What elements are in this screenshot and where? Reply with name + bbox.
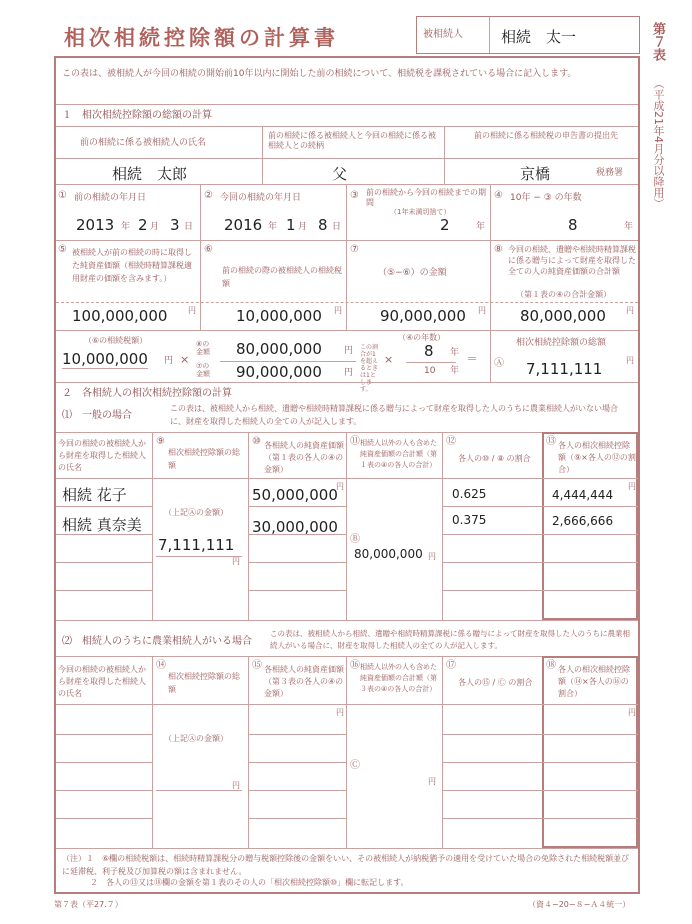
t2-each-yen: 円 — [628, 708, 636, 717]
g1-note: この表は、被相続人から相続、遺贈や相続時精算課税に係る贈与によって財産を取得した人のうちに農業相続人がいない場合に、財産を取得した相続人の全ての人が記入します。 — [170, 404, 618, 426]
form-period: （平成21年4月分以降用） — [652, 78, 665, 209]
v5-value[interactable]: 100,000,000 — [72, 307, 168, 325]
c2-day-unit: 日 — [332, 222, 342, 232]
t2-sum-mark: Ⓒ — [350, 760, 360, 771]
c1-num: ① — [58, 190, 67, 201]
c2-year[interactable]: 2016 — [224, 216, 263, 234]
calc-v6[interactable]: 10,000,000 — [62, 350, 148, 368]
calc-frac-num-unit: 年 — [450, 348, 460, 358]
v8-yen: 円 — [626, 306, 634, 315]
calc-num-label: ⑧の 金額 — [196, 340, 210, 356]
t2-h-ratio-num: ⑰ — [446, 660, 456, 671]
calc-frac-den: 10 — [424, 366, 436, 376]
t1-total-yen: 円 — [232, 557, 240, 566]
g2-note: この表は、被相続人から相続、遺贈や相続時精算課税に係る贈与によって財産を取得した人のうちに農業相続人がいる場合に、財産を取得した相続人の全ての人が記入します。 — [270, 629, 630, 650]
t2-h-each-num: ⑱ — [546, 660, 556, 671]
c4-unit: 年 — [624, 222, 634, 232]
t1-row1-ratio[interactable]: 0.625 — [452, 487, 487, 501]
t2-sum-yen: 円 — [428, 777, 436, 786]
t1-each-yen: 円 — [628, 482, 636, 491]
t2-h-asset-num: ⑮ — [252, 660, 262, 671]
calc-v6-label: （⑥の相続税額） — [84, 336, 148, 345]
t1-row1-name[interactable]: 相続 花子 — [62, 486, 127, 504]
note-1: （注）１ ⑥欄の相続税額は、相続時精算課税分の贈与税額控除後の金額をいい、その被相続人が納税猶予の適用を受けていた場合の免除された相続税額並びに延滞税、利子税及び加算税の額は含まれません。 — [62, 854, 630, 876]
c3-value[interactable]: 2 — [440, 216, 450, 234]
v8-value[interactable]: 80,000,000 — [520, 307, 606, 325]
form-number: 第７表 — [650, 22, 665, 61]
c7-label: （⑤−⑥）の金額 — [378, 268, 447, 278]
t2-h-total-num: ⑭ — [156, 660, 166, 671]
t1-h-each: 各人の相次相続控除額（⑨×各人の⑫の割合） — [558, 441, 636, 474]
t2-h-name: 今回の相続の被相続人から財産を取得した相続人の氏名 — [58, 665, 146, 698]
calc-times2: × — [384, 353, 394, 366]
t1-total-value[interactable]: 7,111,111 — [158, 536, 235, 554]
t1-h-name: 今回の相続の被相続人から財産を取得した相続人の氏名 — [58, 439, 146, 472]
t1-sum-value[interactable]: 80,000,000 — [354, 547, 423, 561]
calc-equals: ＝ — [466, 352, 479, 366]
g1-label: ⑴ 一般の場合 — [62, 410, 132, 421]
t1-asset-yen: 円 — [336, 482, 344, 491]
t1-h-asset-num: ⑩ — [252, 436, 261, 447]
c3-note: （1年未満切捨て） — [390, 208, 451, 216]
c5-label: 被相続人が前の相続の時に取得した純資産価額（相続時精算課税適用財産の価額を含みます。） — [72, 248, 192, 283]
c3-label: 前の相続から今回の相続までの期間 — [366, 188, 486, 207]
t2-total-yen: 円 — [232, 781, 240, 790]
section2-title: ２ 各相続人の相次相続控除額の計算 — [62, 388, 232, 399]
t1-row1-asset[interactable]: 50,000,000 — [252, 486, 338, 504]
t1-row2-asset[interactable]: 30,000,000 — [252, 518, 338, 536]
c2-year-unit: 年 — [268, 222, 278, 232]
calc-yen3: 円 — [344, 368, 354, 378]
office-value[interactable]: 京橋 — [520, 165, 551, 183]
c2-label: 今回の相続の年月日 — [220, 193, 302, 203]
v5-yen: 円 — [188, 306, 196, 315]
office-suffix: 税務署 — [596, 168, 624, 178]
t1-h-asset: 各相続人の純資産価額（第１表の各人の④の金額） — [264, 441, 344, 474]
t1-row2-each[interactable]: 2,666,666 — [552, 514, 614, 528]
t2-asset-yen: 円 — [336, 708, 344, 717]
intro-text: この表は、被相続人が今回の相続の開始前10年以内に開始した前の相続について、相続税を課税されている場合に記入します。 — [62, 69, 577, 79]
c1-day-unit: 日 — [184, 222, 194, 232]
a-value[interactable]: 7,111,111 — [526, 360, 603, 378]
calc-times1: × — [180, 353, 190, 366]
c4-num: ④ — [494, 190, 503, 201]
c6-label: 前の相続の際の被相続人の相続税額 — [222, 266, 342, 288]
g2-label: ⑵ 相続人のうちに農業相続人がいる場合 — [62, 636, 252, 647]
calc-bracket-note: この割合が1を超えるときは1と す。 — [360, 344, 379, 393]
calc-yen2: 円 — [344, 346, 354, 356]
a-label: 相次相続控除額の総額 — [516, 338, 607, 348]
calc-den[interactable]: 90,000,000 — [236, 363, 322, 381]
t2-h-sum-num: ⑯ — [350, 660, 360, 671]
v6-yen: 円 — [334, 306, 342, 315]
t2-h-each: 各人の相次相続控除額（⑭×各人の⑯の割合） — [558, 665, 630, 698]
a-mark: Ⓐ — [494, 358, 504, 369]
t2-h-asset: 各相続人の純資産価額（第３表の各人の④の金額） — [264, 665, 344, 698]
c8-note: （第１表の④の合計金額） — [516, 290, 612, 299]
c2-num: ② — [204, 190, 213, 201]
relation-header: 前の相続に係る被相続人と今回の相続に係る被相続人との続柄 — [268, 131, 436, 150]
c5-num: ⑤ — [58, 244, 67, 255]
t1-row1-each[interactable]: 4,444,444 — [552, 488, 614, 502]
c1-year-unit: 年 — [121, 222, 131, 232]
c4-label: 10年 − ③ の年数 — [510, 193, 582, 203]
t2-total-note: （上記Ⓐの金額） — [164, 734, 228, 743]
v7-yen: 円 — [478, 306, 486, 315]
t1-sum-mark: Ⓑ — [350, 534, 360, 545]
c8-num: ⑧ — [494, 244, 503, 255]
c1-month-unit: 月 — [150, 222, 160, 232]
c2-day[interactable]: 8 — [318, 216, 328, 234]
deceased-label: 被相続人 — [423, 29, 463, 40]
t1-h-ratio-num: ⑫ — [446, 436, 456, 447]
c7-num: ⑦ — [350, 244, 359, 255]
calc-num[interactable]: 80,000,000 — [236, 340, 322, 358]
c1-day[interactable]: 3 — [170, 216, 180, 234]
t2-h-sum: 相続人以外の人も含めた純資産価額の合計額（第３表の④の各人の合計） — [360, 663, 437, 693]
footer-left: 第７表（平27.７） — [54, 900, 123, 909]
c6-num: ⑥ — [204, 244, 213, 255]
t1-h-each-num: ⑬ — [546, 436, 556, 447]
t1-h-total-num: ⑨ — [156, 436, 165, 447]
t1-row2-name[interactable]: 相続 真奈美 — [62, 516, 142, 534]
section1-title: １ 相次相続控除額の総額の計算 — [62, 110, 212, 121]
note-2: ２ 各人の⑬又は⑱欄の金額を第１表のその人の「相次相続控除額⑩」欄に転記します。 — [90, 878, 409, 887]
office-header: 前の相続に係る相続税の申告書の提出先 — [474, 131, 618, 140]
t1-row2-ratio[interactable]: 0.375 — [452, 513, 487, 527]
calc-frac-den-unit: 年 — [450, 366, 460, 376]
c2-month-unit: 月 — [298, 222, 308, 232]
t2-each-col — [542, 656, 638, 848]
t2-h-total: 相次相続控除額の総額 — [168, 672, 240, 694]
calc-yen1: 円 — [164, 356, 174, 366]
t1-h-sum-num: ⑪ — [350, 436, 360, 447]
c4-value[interactable]: 8 — [568, 216, 578, 234]
t1-sum-yen: 円 — [428, 552, 436, 561]
deceased-name[interactable]: 相続 太一 — [501, 28, 577, 46]
c3-num: ③ — [350, 190, 359, 201]
c2-month[interactable]: 1 — [286, 216, 296, 234]
deceased-box — [416, 16, 640, 54]
c8-label: 今回の相続、遺贈や相続時精算課税に係る贈与によって財産を取得した全ての人の純資産価額の合計額 — [508, 245, 636, 276]
prev-name-value[interactable]: 相続 太郎 — [112, 165, 188, 183]
prev-name-header: 前の相続に係る被相続人の氏名 — [80, 138, 207, 148]
calc-frac-num[interactable]: 8 — [424, 342, 434, 360]
footer-right: （資４−20−８−Ａ４統一） — [528, 900, 631, 909]
t1-h-ratio: 各人の⑩ / ⑧ の割合 — [458, 454, 531, 463]
c3-unit: 年 — [476, 222, 486, 232]
form-title: 相次相続控除額の計算書 — [64, 26, 339, 50]
t2-h-ratio: 各人の⑮ / Ⓒ の割合 — [458, 678, 533, 687]
c1-year[interactable]: 2013 — [76, 216, 115, 234]
c1-month[interactable]: 2 — [138, 216, 148, 234]
a-yen: 円 — [626, 356, 634, 365]
t1-h-total: 相次相続控除額の総額 — [168, 448, 240, 470]
v7-value[interactable]: 90,000,000 — [380, 307, 466, 325]
calc-years-label: （④の年数） — [398, 333, 446, 342]
calc-den-label: ⑦の 金額 — [196, 362, 210, 378]
t1-total-note: （上記Ⓐの金額） — [164, 508, 228, 517]
relation-value[interactable]: 父 — [332, 165, 348, 183]
v6-value[interactable]: 10,000,000 — [236, 307, 322, 325]
t1-h-sum: 相続人以外の人も含めた純資産価額の合計額（第１表の④の各人の合計） — [360, 439, 437, 469]
c1-label: 前の相続の年月日 — [74, 193, 147, 203]
